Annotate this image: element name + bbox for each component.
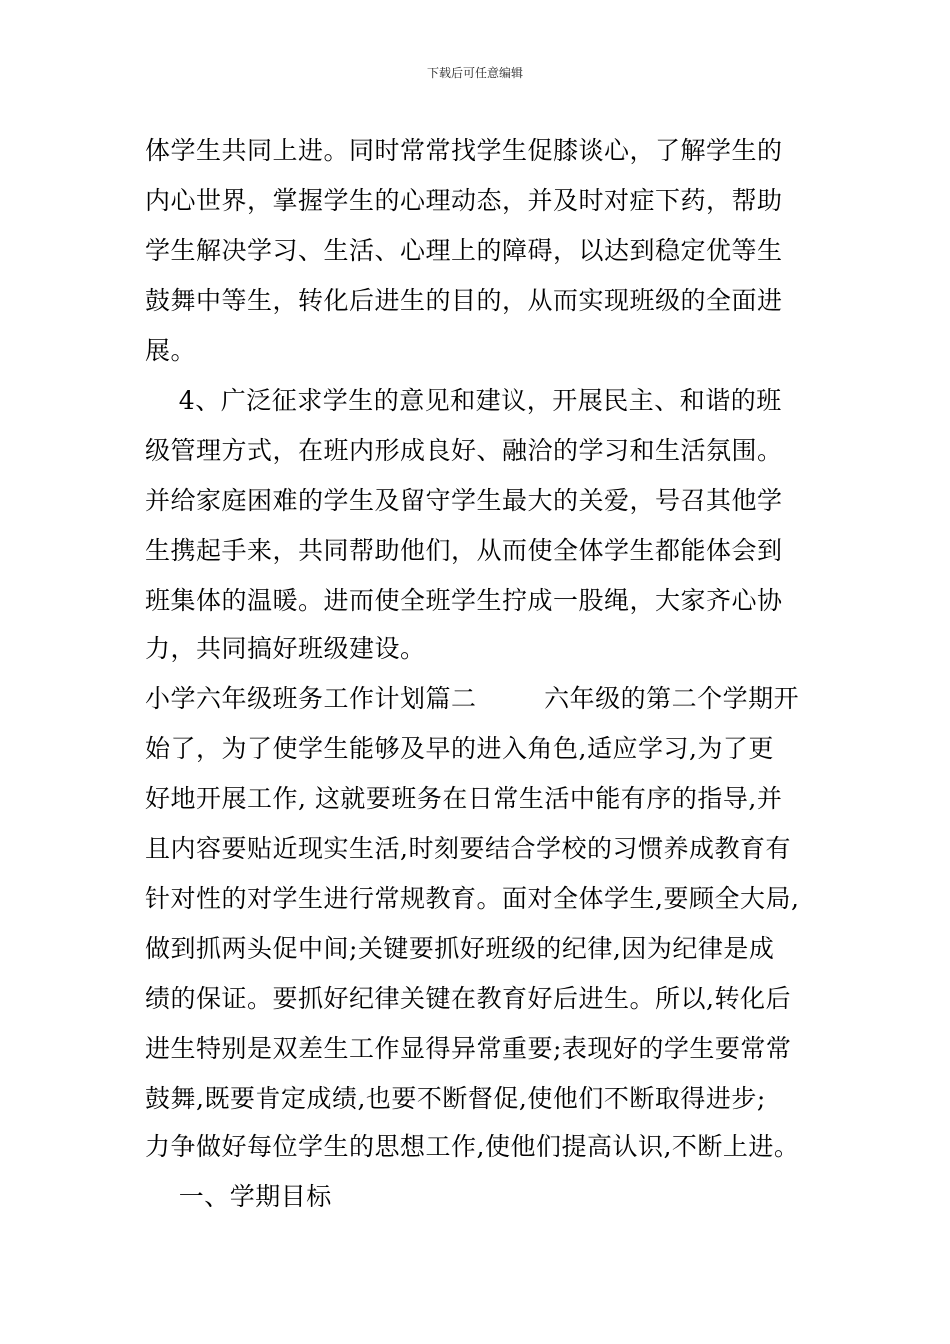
text-line: 绩的保证。要抓好纪律关键在教育好后进生。所以,转化后 [145, 984, 791, 1013]
text-line: 鼓舞中等生，转化后进生的目的，从而实现班级的全面进 [145, 286, 783, 315]
text-line: 做到抓两头促中间;关键要抓好班级的纪律,因为纪律是成 [145, 934, 775, 963]
text-line: 生携起手来，共同帮助他们，从而使全体学生都能体会到 [145, 536, 783, 565]
text-line: 好地开展工作, 这就要班务在日常生活中能有序的指导,并 [145, 784, 783, 813]
text-line: 4、广泛征求学生的意见和建议，开展民主、和谐的班 [145, 386, 782, 415]
text-line: 内心世界，掌握学生的心理动态，并及时对症下药，帮助 [145, 186, 783, 215]
section-title-line: 小学六年级班务工作计划篇二 六年级的第二个学期开 [145, 684, 800, 713]
text-line: 始了，为了使学生能够及早的进入角色,适应学习,为了更 [145, 734, 774, 763]
text-line: 级管理方式，在班内形成良好、融洽的学习和生活氛围。 [145, 436, 783, 465]
text-line: 针对性的对学生进行常规教育。面对全体学生,要顾全大局, [145, 884, 800, 913]
text-line: 班集体的温暖。进而使全班学生拧成一股绳，大家齐心协 [145, 586, 783, 615]
text-line: 鼓舞,既要肯定成绩,也要不断督促,使他们不断取得进步; [145, 1084, 766, 1113]
download-note: 下载后可任意编辑 [426, 66, 523, 80]
text-line: 学生解决学习、生活、心理上的障碍，以达到稳定优等生 [145, 236, 783, 265]
text-line: 展。 [145, 336, 197, 365]
text-line: 且内容要贴近现实生活,时刻要结合学校的习惯养成教育有 [145, 834, 791, 863]
text-line: 力，共同搞好班级建设。 [145, 634, 426, 663]
text-line: 并给家庭困难的学生及留守学生最大的关爱，号召其他学 [145, 486, 783, 515]
text-line: 进生特别是双差生工作显得异常重要;表现好的学生要常常 [145, 1034, 792, 1063]
heading-line: 一、学期目标 [145, 1182, 332, 1211]
text-line: 力争做好每位学生的思想工作,使他们提高认识,不断上进。 [145, 1132, 800, 1161]
text-line: 体学生共同上进。同时常常找学生促膝谈心，了解学生的 [145, 136, 783, 165]
